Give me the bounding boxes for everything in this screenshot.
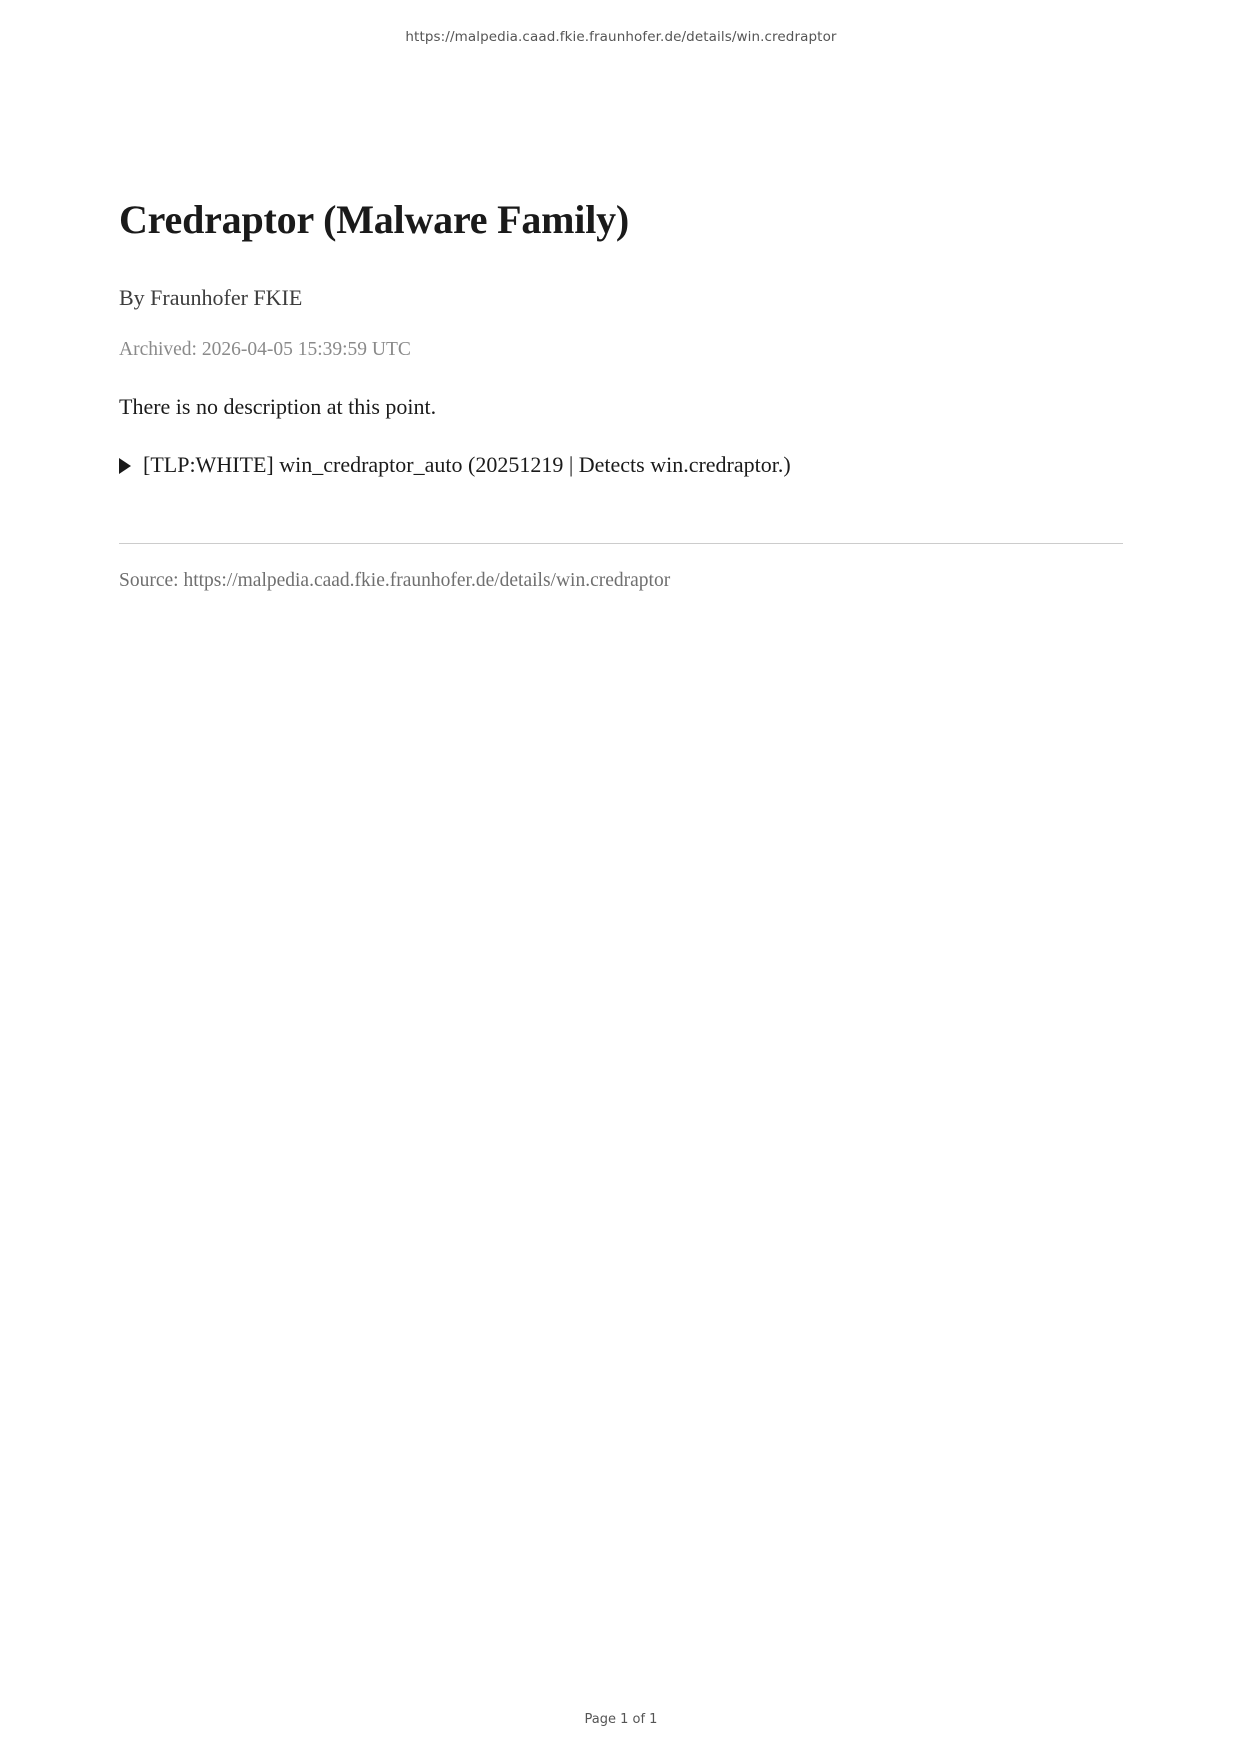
archived-timestamp: Archived: 2026-04-05 15:39:59 UTC bbox=[119, 339, 411, 360]
page-header-url: https://malpedia.caad.fkie.fraunhofer.de/details/win.credraptor bbox=[405, 29, 837, 45]
page-title: Credraptor (Malware Family) bbox=[119, 197, 630, 242]
horizontal-divider bbox=[119, 543, 1123, 544]
description-text: There is no description at this point. bbox=[119, 394, 437, 419]
source-link[interactable]: Source: https://malpedia.caad.fkie.fraunhofer.de/details/win.credraptor bbox=[119, 570, 671, 591]
yara-rule-label: [TLP:WHITE] win_credraptor_auto (20251219 | Detects win.credraptor.) bbox=[143, 452, 791, 477]
disclosure-triangle-icon[interactable] bbox=[119, 458, 131, 474]
document-body bbox=[119, 196, 1123, 480]
author-byline: By Fraunhofer FKIE bbox=[119, 285, 303, 310]
page-footer-pagination: Page 1 of 1 bbox=[584, 1712, 658, 1727]
list-item[interactable] bbox=[119, 450, 1123, 480]
